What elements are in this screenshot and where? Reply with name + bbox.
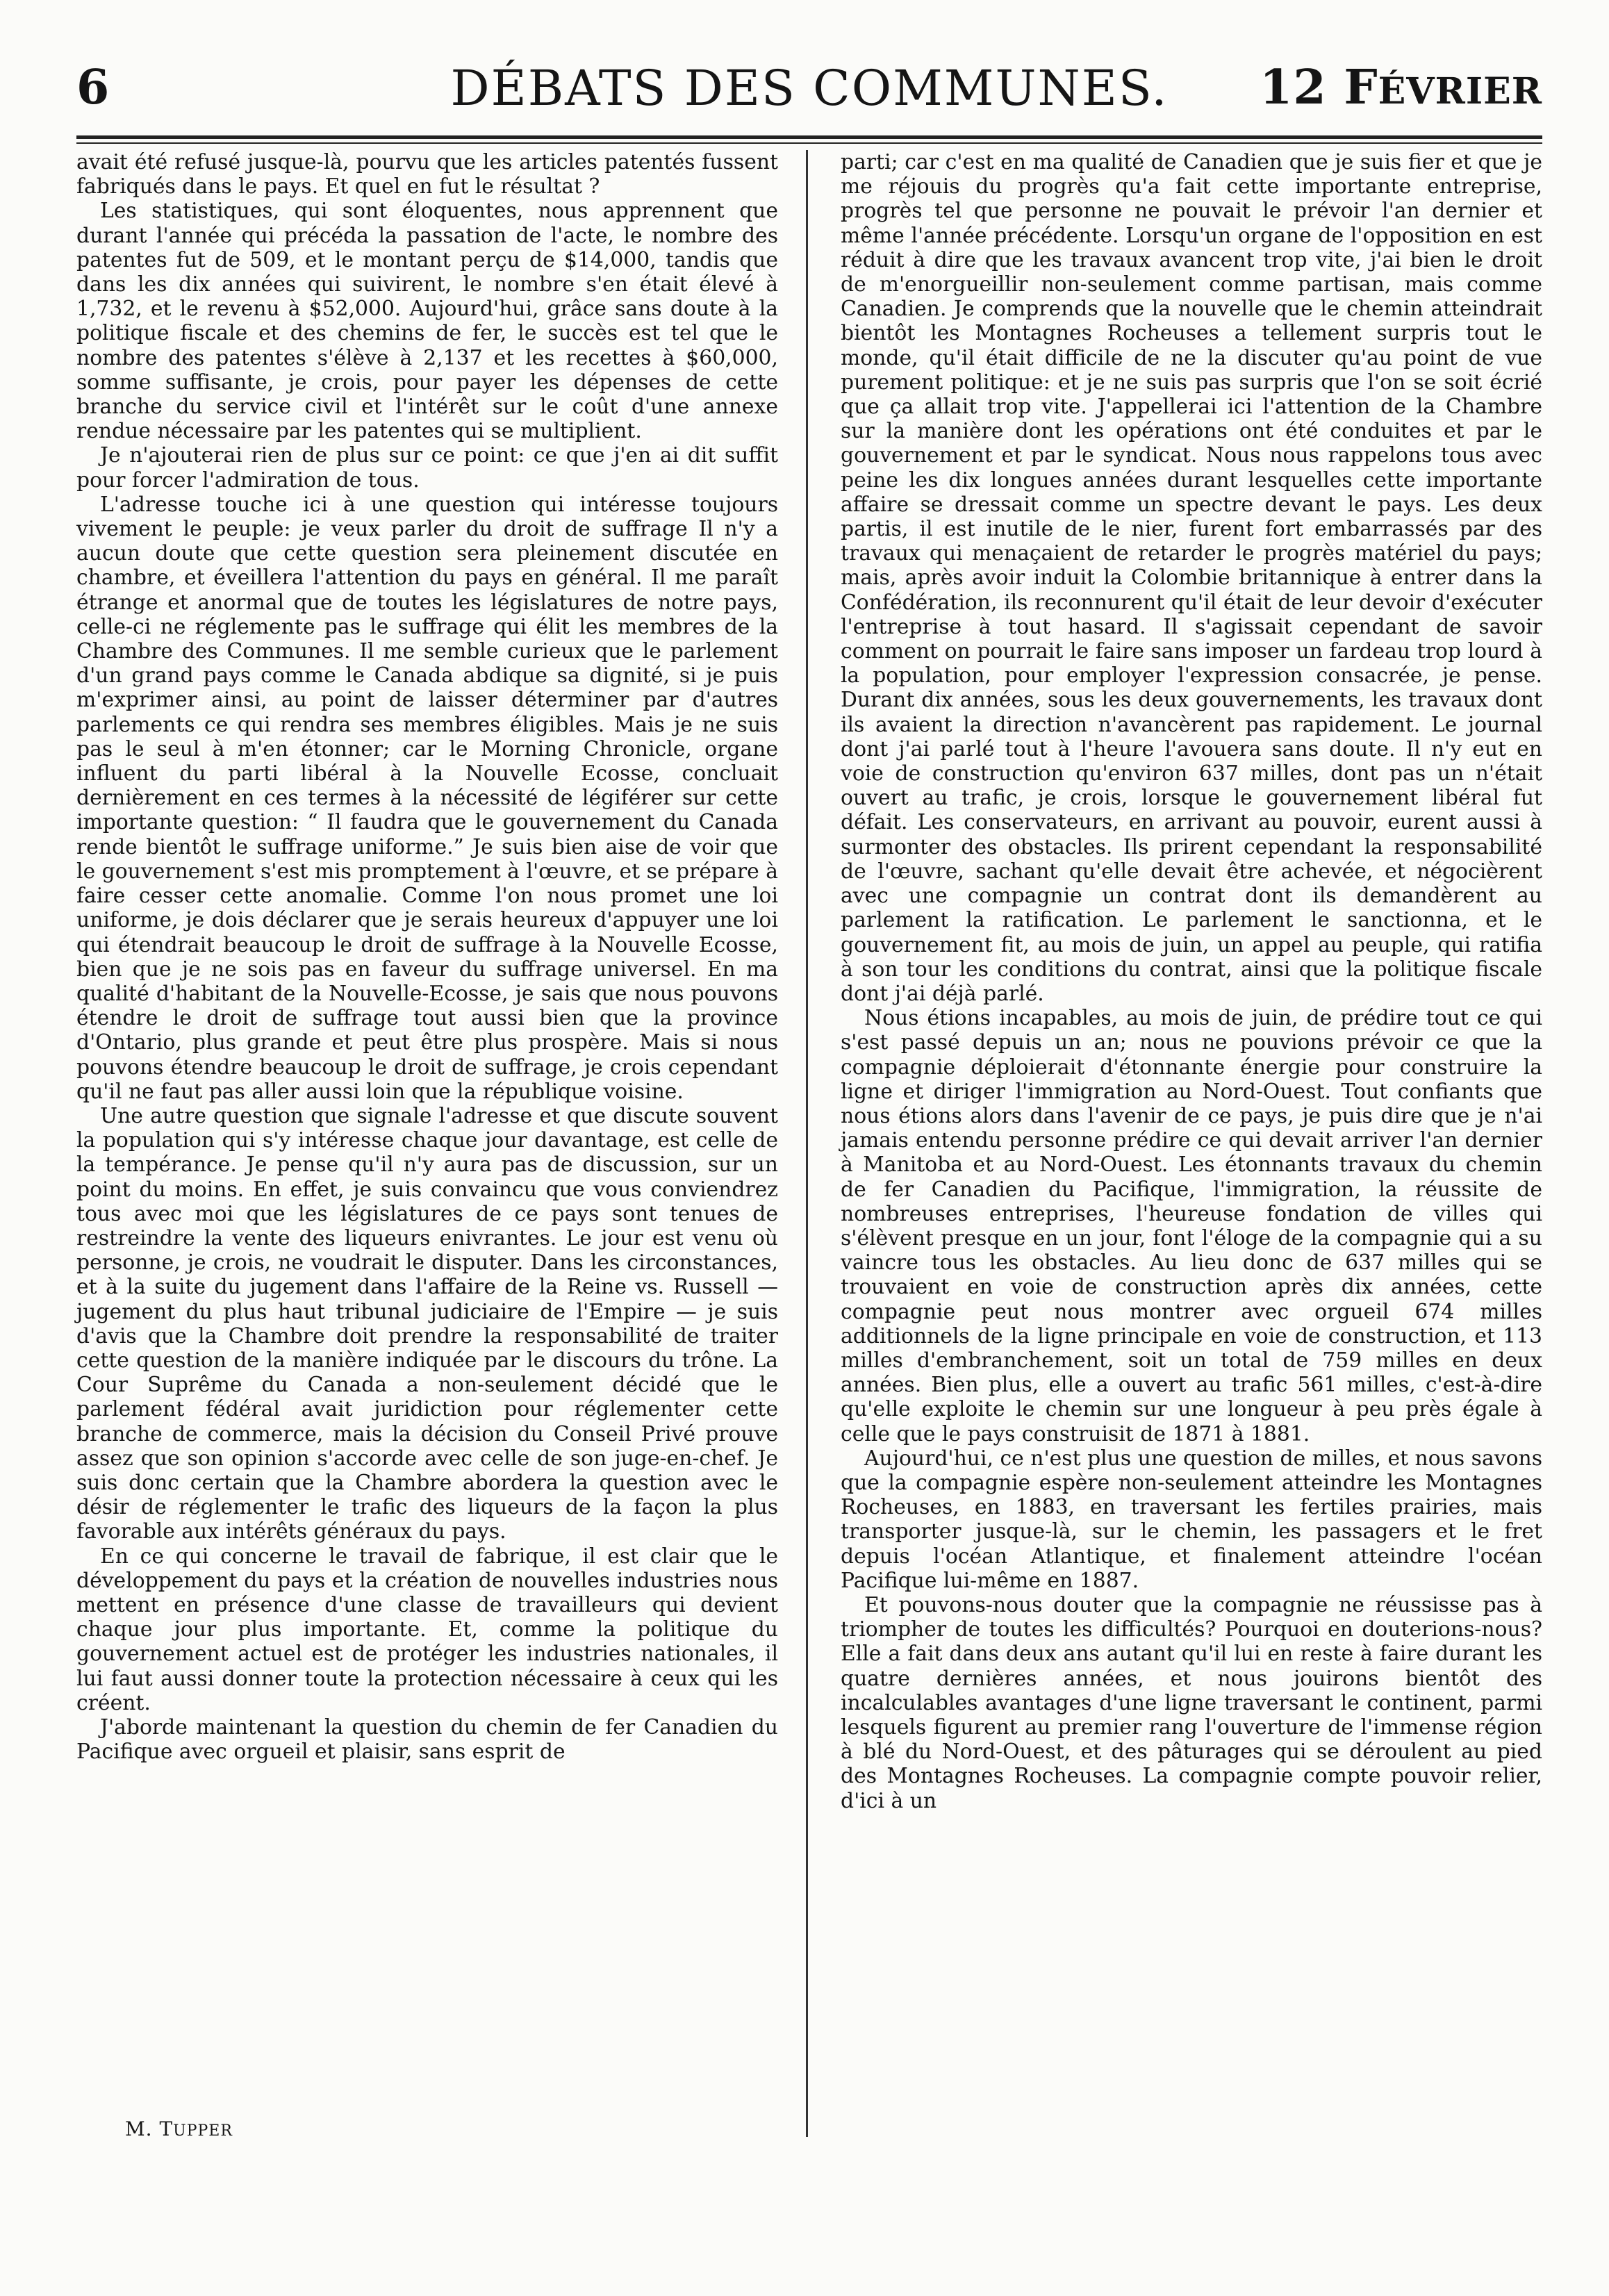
header-rule-thin: [76, 142, 1542, 144]
speaker-signature: [125, 2117, 233, 2140]
left-paragraph-5: Une autre question que signale l'adresse et que discute souvent la population qui s'y intéresse chaque jour davantage, est celle de la tempérance. Je pense qu'il n'y aura pas de discussion, sur un point du moins. En effet, je suis convaincu que vous conviendrez tous avec moi que les législatures de ce pays sont tenues de restreindre la vente des liqueurs enivrantes. Le jour est venu où personne, je crois, ne voudrait le disputer. Dans les circonstances, et à la suite du jugement dans l'affaire de la Reine vs. Russell —jugement du plus haut tribunal judiciaire de l'Empire — je suis d'avis que la Chambre doit prendre la responsabilité de traiter cette question de la manière indiquée par le discours du trône. La Cour Suprême du Canada a non-seulement décidé que le parlement fédéral avait juridiction pour réglementer cette branche de commerce, mais la décision du Conseil Privé prouve assez que son opinion s'accorde avec celle de son juge-en-chef. Je suis donc certain que la Chambre abordera la question avec le désir de réglementer le trafic des liqueurs de la façon la plus favorable aux intérêts généraux du pays.: [76, 1103, 778, 1544]
signature-initial: M. T: [125, 2117, 174, 2140]
date-month-rest: ÉVRIER: [1378, 70, 1542, 113]
header-date: [1260, 60, 1542, 115]
column-divider: [806, 150, 808, 2137]
right-column: [841, 150, 1542, 1813]
left-paragraph-1: avait été refusé jusque-là, pourvu que les articles patentés fussent fabriqués dans le pays. Et quel en fut le résultat ?: [76, 150, 778, 199]
running-title: DÉBATS DES COMMUNES.: [450, 60, 1169, 117]
page-header: [76, 60, 1542, 136]
left-paragraph-6: En ce qui concerne le travail de fabrique, il est clair que le développement du pays et la création de nouvelles industries nous mettent en présence d'une classe de travailleurs qui devient chaque jour plus importante. Et, comme la politique du gouvernement actuel est de protéger les industries nationales, il lui faut aussi donner toute la protection nécessaire à ceux qui les créent.: [76, 1544, 778, 1715]
date-day: 12: [1260, 60, 1327, 115]
left-column: [76, 150, 778, 1764]
left-paragraph-7: J'aborde maintenant la question du chemin de fer Canadien du Pacifique avec orgueil et plaisir, sans esprit de: [76, 1715, 778, 1765]
page-number: 6: [76, 60, 110, 115]
date-month-initial: F: [1344, 60, 1378, 115]
left-paragraph-3: Je n'ajouterai rien de plus sur ce point: ce que j'en ai dit suffit pour forcer l'admiration de tous.: [76, 443, 778, 493]
left-paragraph-2: Les statistiques, qui sont éloquentes, nous apprennent que durant l'année qui précéda la passation de l'acte, le nombre des patentes fut de 509, et le montant perçu de $14,000, tandis que dans les dix années qui suivirent, le nombre s'en était élevé à 1,732, et le revenu à $52,000. Aujourd'hui, grâce sans doute à la politique fiscale et des chemins de fer, le succès est tel que le nombre des patentes s'élève à 2,137 et les recettes à $60,000, somme suffisante, je crois, pour payer les dépenses de cette branche du service civil et l'intérêt sur le coût d'une annexe rendue nécessaire par les patentes qui se multiplient.: [76, 199, 778, 444]
right-paragraph-1: parti; car c'est en ma qualité de Canadien que je suis fier et que je me réjouis du progrès qu'a fait cette importante entreprise, progrès tel que personne ne pouvait le prévoir l'an dernier et même l'année précédente. Lorsqu'un organe de l'opposition en est réduit à dire que les travaux avancent trop vite, j'ai bien le droit de m'enorgueillir non-seulement comme partisan, mais comme Canadien. Je comprends que la nouvelle que le chemin atteindrait bientôt les Montagnes Rocheuses a tellement surpris tout le monde, qu'il était difficile de ne la discuter qu'au point de vue purement politique: et je ne suis pas surpris que l'on se soit écrié que ça allait trop vite. J'appellerai ici l'attention de la Chambre sur la manière dont les opérations ont été conduites et par le gouvernement et par le syndicat. Nous nous rappelons tous avec peine les dix longues années durant lesquelles cette importante affaire se dressait comme un spectre devant le pays. Les deux partis, il est inutile de le nier, furent fort embarrassés par des travaux qui menaçaient de retarder le progrès matériel du pays; mais, après avoir induit la Colombie britannique à entrer dans la Confédération, ils reconnurent qu'il était de leur devoir d'exécuter l'entreprise à tout hasard. Il s'agissait cependant de savoir comment on pourrait le faire sans imposer un fardeau trop lourd à la population, pour employer l'expression consacrée, je pense. Durant dix années, sous les deux gouvernements, les travaux dont ils avaient la direction n'avancèrent pas rapidement. Le journal dont j'ai parlé tout à l'heure l'avouera sans doute. Il n'y eut en voie de construction qu'environ 637 milles, dont pas un n'était ouvert au trafic, je crois, lorsque le gouvernement libéral fut défait. Les conservateurs, en arrivant au pouvoir, eurent aussi à surmonter des obstacles. Ils prirent cependant la responsabilité de l'œuvre, sachant qu'elle devait être achevée, et négocièrent avec une compagnie un contrat dont ils demandèrent au parlement la ratification. Le parlement le sanctionna, et le gouvernement fit, au mois de juin, un appel au peuple, qui ratifia à son tour les conditions du contrat, ainsi que la politique fiscale dont j'ai déjà parlé.: [841, 150, 1542, 1006]
right-paragraph-3: Aujourd'hui, ce n'est plus une question de milles, et nous savons que la compagnie espère non-seulement atteindre les Montagnes Rocheuses, en 1883, en traversant les fertiles prairies, mais transporter jusque-là, sur le chemin, les passagers et le fret depuis l'océan Atlantique, et finalement atteindre l'océan Pacifique lui-même en 1887.: [841, 1446, 1542, 1593]
right-paragraph-2: Nous étions incapables, au mois de juin, de prédire tout ce qui s'est passé depuis un an; nous ne pouvions prévoir ce que la compagnie déploierait d'étonnante énergie pour construire la ligne et diriger l'immigration au Nord-Ouest. Tout confiants que nous étions alors dans l'avenir de ce pays, je puis dire que je n'ai jamais entendu personne prédire ce qui devait arriver l'an dernier à Manitoba et au Nord-Ouest. Les étonnants travaux du chemin de fer Canadien du Pacifique, l'immigration, la réussite de nombreuses entreprises, l'heureuse fondation de villes qui s'élèvent presque en un jour, font l'éloge de la compagnie qui a su vaincre tous les obstacles. Au lieu donc de 637 milles qui se trouvaient en voie de construction après dix années, cette compagnie peut nous montrer avec orgueil 674 milles additionnels de la ligne principale en voie de construction, et 113 milles d'embranchement, soit un total de 759 milles en deux années. Bien plus, elle a ouvert au trafic 561 milles, c'est-à-dire qu'elle exploite le chemin sur une longueur à peu près égale à celle que le pays construisit de 1871 à 1881.: [841, 1006, 1542, 1446]
right-paragraph-4: Et pouvons-nous douter que la compagnie ne réussisse pas à triompher de toutes les difficultés? Pourquoi en douterions-nous? Elle a fait dans deux ans autant qu'il lui en reste à faire durant les quatre dernières années, et nous jouirons bientôt des incalculables avantages d'une ligne traversant le continent, parmi lesquels figurent au premier rang l'ouverture de l'immense région à blé du Nord-Ouest, et des pâturages qui se déroulent au pied des Montagnes Rocheuses. La compagnie compte pouvoir relier, d'ici à un: [841, 1592, 1542, 1813]
signature-rest: UPPER: [173, 2122, 233, 2140]
left-paragraph-4: L'adresse touche ici à une question qui intéresse toujours vivement le peuple: je veux parler du droit de suffrage Il n'y a aucun doute que cette question sera pleinement discutée en chambre, et éveillera l'attention du pays en général. Il me paraît étrange et anormal que de toutes les législatures de notre pays, celle-ci ne réglemente pas le suffrage qui élit les membres de la Chambre des Communes. Il me semble curieux que le parlement d'un grand pays comme le Canada abdique sa dignité, si je puis m'exprimer ainsi, au point de laisser déterminer par d'autres parlements ce qui rendra ses membres éligibles. Mais je ne suis pas le seul à m'en étonner; car le Morning Chronicle, organe influent du parti libéral à la Nouvelle Ecosse, concluait dernièrement en ces termes à la nécessité de légiférer sur cette importante question: “ Il faudra que le gouvernement du Canada rende bientôt le suffrage uniforme.” Je suis bien aise de voir que le gouvernement s'est mis promptement à l'œuvre, et se prépare à faire cesser cette anomalie. Comme l'on nous promet une loi uniforme, je dois déclarer que je serais heureux d'appuyer une loi qui étendrait beaucoup le droit de suffrage à la Nouvelle Ecosse, bien que je ne sois pas en faveur du suffrage universel. En ma qualité d'habitant de la Nouvelle-Ecosse, je sais que nous pouvons étendre le droit de suffrage tout aussi bien que la province d'Ontario, plus grande et peut être plus prospère. Mais si nous pouvons étendre beaucoup le droit de suffrage, je crois cependant qu'il ne faut pas aller aussi loin que la république voisine.: [76, 492, 778, 1104]
header-rule-thick: [76, 135, 1542, 139]
